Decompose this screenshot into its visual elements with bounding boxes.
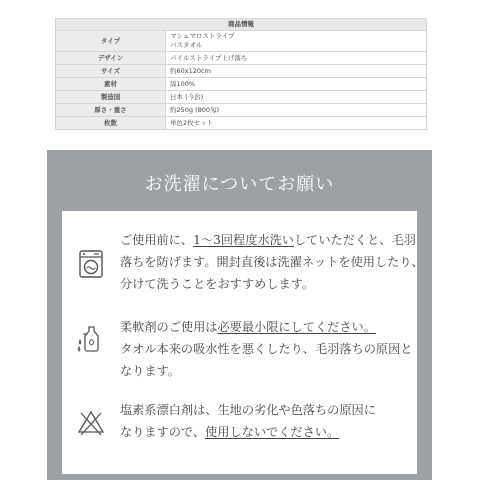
care-text-part: 柔軟剤のご使用は: [120, 320, 218, 334]
table-header: 商品情報: [56, 19, 427, 31]
row-key: 製造国: [56, 91, 166, 104]
table-row: [56, 31, 427, 52]
table-row: [56, 52, 427, 65]
softener-bottle-icon: [76, 324, 106, 354]
care-text: [120, 399, 409, 443]
row-value: パイルストライプ上げ落ち: [166, 52, 427, 65]
row-key: タイプ: [56, 31, 166, 52]
no-bleach-icon: [76, 407, 106, 437]
row-key: サイズ: [56, 65, 166, 78]
row-value-line: バスタオル: [170, 41, 203, 49]
row-value-line: マシュマロストライプ: [170, 32, 235, 40]
care-line: なります。: [120, 364, 180, 378]
care-line: [120, 316, 409, 338]
care-panel: [47, 150, 432, 480]
care-line: 分けて洗うことをおすすめします。: [120, 277, 315, 291]
table-row: [56, 78, 427, 91]
care-emphasis: 使用しないでください。: [205, 425, 340, 439]
care-emphasis: 1〜3回程度水洗い: [193, 233, 294, 247]
row-key: デザイン: [56, 52, 166, 65]
row-value: 単色2枚セット: [166, 117, 427, 130]
row-value: 日本 (今治): [166, 91, 427, 104]
product-info-table: [55, 18, 427, 130]
row-value: [166, 31, 427, 52]
table-row: [56, 117, 427, 130]
care-card: [62, 211, 424, 480]
care-text-part: ご使用前に、: [120, 233, 194, 247]
row-key: 厚さ・重さ: [56, 104, 166, 117]
table-row: [56, 91, 427, 104]
care-line: [120, 421, 409, 443]
table-row: [56, 104, 427, 117]
panel-bottom-strip: [62, 474, 417, 480]
row-value: 約60x120cm: [166, 65, 427, 78]
care-text-part: していただくと、毛羽: [293, 233, 416, 247]
row-key: 枚数: [56, 117, 166, 130]
care-text: [120, 229, 424, 295]
care-line: 落ちを防げます。開封直後は洗濯ネットを使用したり、: [120, 255, 424, 269]
care-line: 塩素系漂白剤は、生地の劣化や色落ちの原因に: [120, 403, 376, 417]
care-title: お洗濯についてお願い: [144, 174, 335, 195]
row-key: 素材: [56, 78, 166, 91]
table-row: [56, 65, 427, 78]
row-value: 綿100%: [166, 78, 427, 91]
washing-machine-icon: [76, 249, 106, 279]
care-line: タオル本来の吸水性を悪くしたり、毛羽落ちの原因と: [120, 342, 413, 356]
care-line: [120, 229, 416, 251]
row-value: 約250g (800匁): [166, 104, 427, 117]
care-text: [120, 316, 413, 382]
care-emphasis: 必要最小限にしてください。: [217, 320, 376, 334]
care-text-part: なりますので、: [120, 425, 206, 439]
